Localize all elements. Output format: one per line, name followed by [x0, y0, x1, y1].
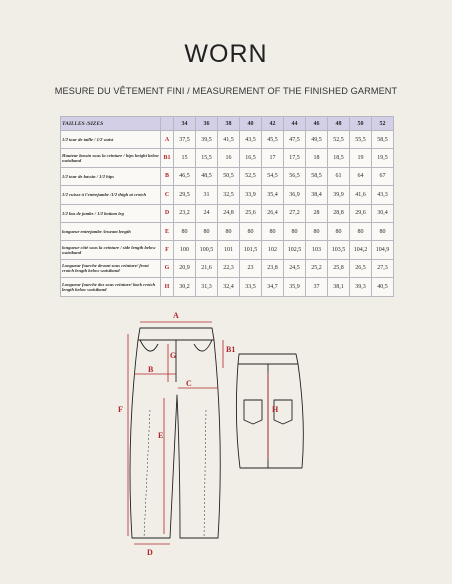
- cell-value: 38,4: [306, 186, 328, 204]
- table-row: [61, 149, 394, 167]
- header-size-52: 52: [372, 117, 394, 131]
- cell-value: 18,5: [328, 149, 350, 167]
- cell-value: 55,5: [350, 131, 372, 149]
- cell-value: 21,6: [196, 259, 218, 277]
- cell-value: 26,5: [350, 259, 372, 277]
- table-row: [61, 222, 394, 240]
- cell-value: 32,4: [218, 278, 240, 296]
- label-A: A: [173, 311, 179, 320]
- cell-value: 80: [174, 222, 196, 240]
- table-row: [61, 131, 394, 149]
- label-D: D: [147, 548, 153, 557]
- front-pocket-right: [194, 340, 212, 351]
- row-label: 1/2 tour de taille / 1/2 waist: [61, 131, 161, 149]
- row-letter: D: [161, 204, 174, 222]
- cell-value: 16,5: [240, 149, 262, 167]
- cell-value: 39,3: [350, 278, 372, 296]
- label-B: B: [148, 365, 154, 374]
- cell-value: 80: [350, 222, 372, 240]
- cell-value: 25,2: [306, 259, 328, 277]
- cell-value: 41,6: [350, 186, 372, 204]
- label-E: E: [158, 431, 164, 440]
- row-letter: G: [161, 259, 174, 277]
- header-size-36: 36: [196, 117, 218, 131]
- cell-value: 43,5: [240, 131, 262, 149]
- row-letter: B: [161, 167, 174, 185]
- back-trousers-outline: [236, 354, 303, 468]
- cell-value: 56,5: [284, 167, 306, 185]
- row-label: longueur côté sous la ceinture / side length below waistband: [61, 241, 161, 259]
- cell-value: 19: [350, 149, 372, 167]
- cell-value: 28: [306, 204, 328, 222]
- cell-value: 48,5: [196, 167, 218, 185]
- cell-value: 46,5: [174, 167, 196, 185]
- front-pocket-left: [140, 340, 158, 351]
- cell-value: 104,2: [350, 241, 372, 259]
- cell-value: 35,9: [284, 278, 306, 296]
- cell-value: 23: [240, 259, 262, 277]
- cell-value: 17,5: [284, 149, 306, 167]
- cell-value: 103: [306, 241, 328, 259]
- cell-value: 29,6: [350, 204, 372, 222]
- row-letter: H: [161, 278, 174, 296]
- cell-value: 37: [306, 278, 328, 296]
- cell-value: 45,5: [262, 131, 284, 149]
- table-header-row: [61, 117, 394, 131]
- cell-value: 80: [328, 222, 350, 240]
- cell-value: 39,9: [328, 186, 350, 204]
- cell-value: 30,2: [174, 278, 196, 296]
- header-size-38: 38: [218, 117, 240, 131]
- cell-value: 54,5: [262, 167, 284, 185]
- cell-value: 58,5: [372, 131, 394, 149]
- cell-value: 49,5: [306, 131, 328, 149]
- cell-value: 80: [262, 222, 284, 240]
- row-label: 1/2 tour de bassin / 1/2 hips: [61, 167, 161, 185]
- cell-value: 31: [196, 186, 218, 204]
- cell-value: 28,8: [328, 204, 350, 222]
- cell-value: 100,5: [196, 241, 218, 259]
- cell-value: 80: [284, 222, 306, 240]
- cell-value: 80: [218, 222, 240, 240]
- cell-value: 27,2: [284, 204, 306, 222]
- cell-value: 80: [240, 222, 262, 240]
- cell-value: 20,9: [174, 259, 196, 277]
- cell-value: 15: [174, 149, 196, 167]
- cell-value: 33,5: [240, 278, 262, 296]
- cell-value: 27,3: [372, 259, 394, 277]
- cell-value: 17: [262, 149, 284, 167]
- cell-value: 67: [372, 167, 394, 185]
- table-row: [61, 167, 394, 185]
- cell-value: 15,5: [196, 149, 218, 167]
- cell-value: 64: [350, 167, 372, 185]
- cell-value: 26,4: [262, 204, 284, 222]
- cell-value: 100: [174, 241, 196, 259]
- cell-value: 80: [372, 222, 394, 240]
- cell-value: 52,5: [328, 131, 350, 149]
- row-letter: F: [161, 241, 174, 259]
- cell-value: 41,5: [218, 131, 240, 149]
- table-row: [61, 241, 394, 259]
- garment-diagram: [0, 300, 452, 584]
- row-label: Longueur fourche devant sous ceinture/ front crotch length below waistband: [61, 259, 161, 277]
- cell-value: 37,5: [174, 131, 196, 149]
- row-letter: B1: [161, 149, 174, 167]
- header-size-42: 42: [262, 117, 284, 131]
- cell-value: 23,8: [262, 259, 284, 277]
- cell-value: 18: [306, 149, 328, 167]
- cell-value: 43,3: [372, 186, 394, 204]
- cell-value: 38,1: [328, 278, 350, 296]
- cell-value: 23,2: [174, 204, 196, 222]
- cell-value: 80: [196, 222, 218, 240]
- cell-value: 52,5: [240, 167, 262, 185]
- cell-value: 103,5: [328, 241, 350, 259]
- cell-value: 24: [196, 204, 218, 222]
- header-size-44: 44: [284, 117, 306, 131]
- header-size-50: 50: [350, 117, 372, 131]
- row-label: longueur entrejambe /inseam length: [61, 222, 161, 240]
- cell-value: 101,5: [240, 241, 262, 259]
- row-letter: A: [161, 131, 174, 149]
- brand-logo: WORN: [184, 40, 268, 68]
- cell-value: 101: [218, 241, 240, 259]
- cell-value: 24,8: [218, 204, 240, 222]
- label-G: G: [170, 351, 177, 360]
- cell-value: 47,5: [284, 131, 306, 149]
- table-row: [61, 204, 394, 222]
- row-letter: C: [161, 186, 174, 204]
- cell-value: 32,5: [218, 186, 240, 204]
- header-label: TAILLES /SIZES: [61, 117, 161, 131]
- cell-value: 16: [218, 149, 240, 167]
- label-H: H: [272, 405, 279, 414]
- cell-value: 24,5: [284, 259, 306, 277]
- cell-value: 25,6: [240, 204, 262, 222]
- cell-value: 61: [328, 167, 350, 185]
- cell-value: 102,5: [284, 241, 306, 259]
- cell-value: 35,4: [262, 186, 284, 204]
- cell-value: 58,5: [306, 167, 328, 185]
- row-label: Longueur fourche dos sous ceinture/ back crotch length below waistband: [61, 278, 161, 296]
- cell-value: 50,5: [218, 167, 240, 185]
- back-pocket-left: [244, 400, 262, 424]
- row-label: 1/2 cuisse à l'entrejambe /1/2 thigh at crotch: [61, 186, 161, 204]
- cell-value: 39,5: [196, 131, 218, 149]
- row-letter: E: [161, 222, 174, 240]
- table-row: [61, 278, 394, 296]
- page-subtitle: MESURE DU VÊTEMENT FINI / MEASUREMENT OF THE FINISHED GARMENT: [54, 86, 398, 96]
- header-size-48: 48: [328, 117, 350, 131]
- label-B1: B1: [226, 345, 236, 354]
- table-row: [61, 186, 394, 204]
- header-letter: [161, 117, 174, 131]
- cell-value: 104,9: [372, 241, 394, 259]
- row-label: Hauteur bassin sous la ceinture / hips height below waistband: [61, 149, 161, 167]
- header-size-46: 46: [306, 117, 328, 131]
- size-chart: [60, 116, 393, 297]
- cell-value: 34,7: [262, 278, 284, 296]
- header-size-40: 40: [240, 117, 262, 131]
- cell-value: 31,3: [196, 278, 218, 296]
- label-C: C: [186, 379, 192, 388]
- cell-value: 40,5: [372, 278, 394, 296]
- cell-value: 36,9: [284, 186, 306, 204]
- cell-value: 30,4: [372, 204, 394, 222]
- cell-value: 19,5: [372, 149, 394, 167]
- table-row: [61, 259, 394, 277]
- front-hem-left-seam: [144, 410, 150, 538]
- label-F: F: [118, 405, 123, 414]
- cell-value: 102: [262, 241, 284, 259]
- cell-value: 25,8: [328, 259, 350, 277]
- header-size-34: 34: [174, 117, 196, 131]
- row-label: 1/2 bas de jambe / 1/2 bottom leg: [61, 204, 161, 222]
- cell-value: 80: [306, 222, 328, 240]
- cell-value: 33,9: [240, 186, 262, 204]
- size-table: [60, 116, 394, 297]
- cell-value: 22,3: [218, 259, 240, 277]
- front-hem-right-seam: [204, 410, 206, 538]
- cell-value: 29,5: [174, 186, 196, 204]
